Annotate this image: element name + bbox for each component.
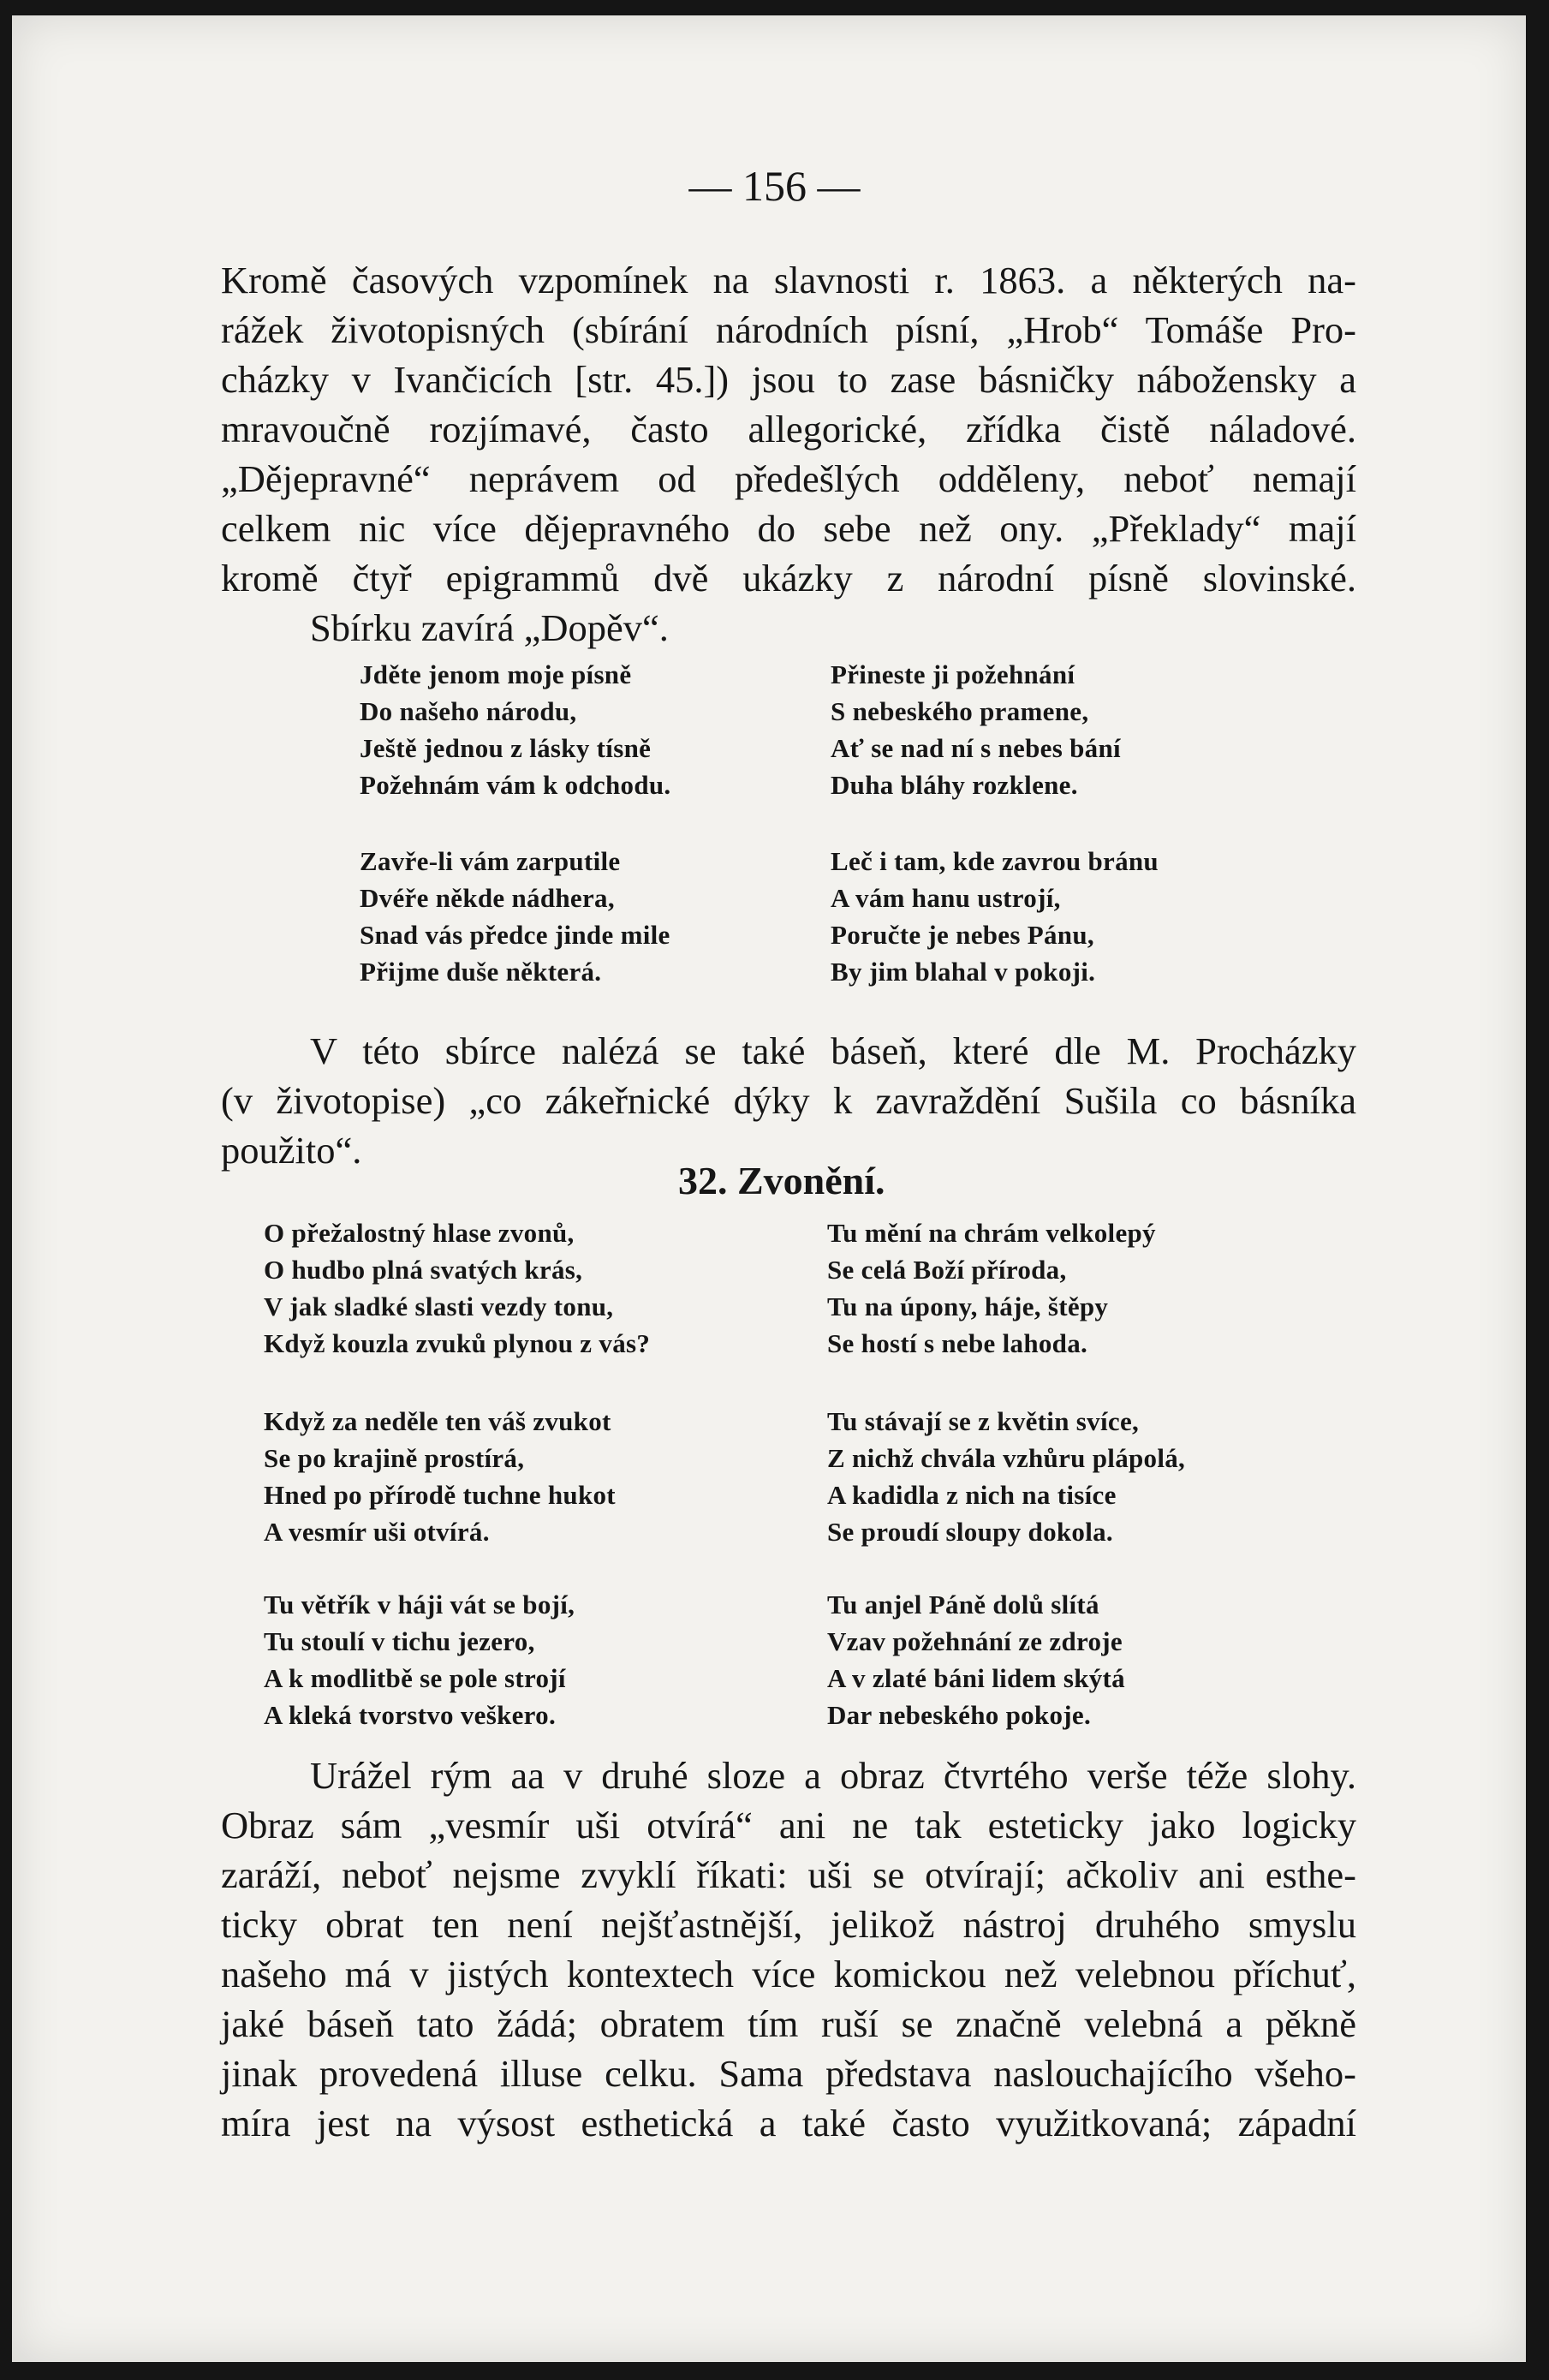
text-line: Kromě časových vzpomínek na slavnosti r. 1863. a některých na- (221, 259, 1356, 301)
verse-line: Leč i tam, kde zavrou bránu (831, 846, 1159, 876)
verse-line: Když za neděle ten váš zvukot (264, 1406, 611, 1436)
verse-line: Ještě jednou z lásky tísně (360, 733, 652, 763)
verse-line: A kleká tvorstvo veškero. (264, 1700, 557, 1730)
intro-last-line (310, 603, 995, 653)
verse-line: Ať se nad ní s nebes bání (831, 733, 1121, 763)
verse-line: Zavře-li vám zarputile (360, 846, 621, 876)
intro-paragraph (221, 255, 1356, 603)
dopev-left-column-2 (360, 843, 670, 990)
verse-line: Požehnám vám k odchodu. (360, 770, 671, 800)
verse-line: S nebeského pramene, (831, 696, 1089, 726)
verse-line: Snad vás předce jinde mile (360, 920, 670, 950)
zvoneni-right-stanza-3 (827, 1586, 1125, 1733)
verse-line: A v zlaté báni lidem skýtá (827, 1663, 1125, 1693)
dopev-left-column (360, 656, 670, 803)
verse-line: Tu anjel Páně dolů slítá (827, 1590, 1099, 1619)
verse-line: Duha bláhy rozklene. (831, 770, 1078, 800)
zvoneni-left-stanza-3 (264, 1586, 575, 1733)
verse-line: Vzav požehnání ze zdroje (827, 1626, 1123, 1656)
dopev-right-column-2 (831, 843, 1159, 990)
verse-line: Se hostí s nebe lahoda. (827, 1328, 1088, 1358)
verse-line: A kadidla z nich na tisíce (827, 1480, 1117, 1510)
verse-line: A k modlitbě se pole strojí (264, 1663, 566, 1693)
verse-line: Tu větřík v háji vát se bojí, (264, 1590, 575, 1619)
verse-line: Dar nebeského pokoje. (827, 1700, 1092, 1730)
text-line: „Dějepravné“ neprávem od předešlých odděleny, neboť nemají (221, 457, 1356, 500)
text-line: rážek životopisných (sbírání národních písní, „Hrob“ Tomáše Pro- (221, 308, 1356, 351)
poem-title: 32. Zvonění. (678, 1159, 885, 1202)
text-line: použito“. (221, 1129, 362, 1172)
text-line: zaráží, neboť nejsme zvyklí říkati: uši se otvírají; ačkoliv ani esthe- (221, 1853, 1356, 1896)
verse-line: A vesmír uši otvírá. (264, 1517, 490, 1547)
zvoneni-right-stanza-1 (827, 1214, 1156, 1362)
text-line: cházky v Ivančicích [str. 45.]) jsou to zase básničky nábožensky a (221, 358, 1356, 401)
verse-line: Tu na úpony, háje, štěpy (827, 1291, 1109, 1321)
verse-line: O hudbo plná svatých krás, (264, 1255, 583, 1285)
verse-line: Přijme duše některá. (360, 957, 602, 987)
verse-line: Jděte jenom moje písně (360, 659, 632, 689)
verse-line: Se po krajině prostírá, (264, 1443, 525, 1473)
verse-line: Se celá Boží příroda, (827, 1255, 1067, 1285)
text-line: kromě čtyř epigrammů dvě ukázky z národní písně slovinské. (221, 557, 1356, 599)
verse-line: Se proudí sloupy dokola. (827, 1517, 1113, 1547)
text-line: míra jest na výsost esthetická a také často využitkovaná; západní (221, 2102, 1356, 2144)
verse-line: Z nichž chvála vzhůru plápolá, (827, 1443, 1186, 1473)
verse-line: Dvéře někde nádhera, (360, 883, 615, 913)
middle-paragraph (221, 1026, 1356, 1175)
text-line: (v životopise) „co zákeřnické dýky k zavraždění Sušila co básníka (221, 1079, 1356, 1122)
text-line: jinak provedená illuse celku. Sama představa naslouchajícího všeho- (221, 2052, 1356, 2095)
verse-line: Poručte je nebes Pánu, (831, 920, 1094, 950)
page-number: — 156 — (688, 162, 861, 210)
text-line: Obraz sám „vesmír uši otvírá“ ani ne tak esteticky jako logicky (221, 1804, 1356, 1846)
verse-line: Tu stávají se z květin svíce, (827, 1406, 1140, 1436)
verse-line: Když kouzla zvuků plynou z vás? (264, 1328, 651, 1358)
text-line: celkem nic více dějepravného do sebe než ony. „Překlady“ mají (221, 507, 1356, 550)
text-line: Urážel rým aa v druhé sloze a obraz čtvrtého verše téže slohy. (310, 1754, 1356, 1797)
text-line: našeho má v jistých kontextech více komickou než velebnou příchuť, (221, 1953, 1356, 1995)
dopev-right-column (831, 656, 1121, 803)
verse-line: A vám hanu ustrojí, (831, 883, 1061, 913)
verse-line: V jak sladké slasti vezdy tonu, (264, 1291, 614, 1321)
zvoneni-right-stanza-2 (827, 1403, 1185, 1550)
closing-paragraph (221, 1751, 1356, 2148)
verse-line: Tu mění na chrám velkolepý (827, 1218, 1156, 1248)
text-line: V této sbírce nalézá se také báseň, které dle M. Procházky (310, 1029, 1356, 1072)
zvoneni-left-stanza-1 (264, 1214, 650, 1362)
verse-line: Tu stoulí v tichu jezero, (264, 1626, 535, 1656)
verse-line: Hned po přírodě tuchne hukot (264, 1480, 616, 1510)
verse-line: Přineste ji požehnání (831, 659, 1075, 689)
text-line: Sbírku zavírá „Dopěv“. (310, 606, 669, 649)
verse-line: Do našeho národu, (360, 696, 577, 726)
verse-line: By jim blahal v pokoji. (831, 957, 1096, 987)
text-line: jaké báseň tato žádá; obratem tím ruší se značně velebná a pěkně (221, 2002, 1356, 2045)
text-line: mravoučně rozjímavé, často allegorické, zřídka čistě náladové. (221, 408, 1356, 450)
text-line: ticky obrat ten není nejšťastnější, jelikož nástroj druhého smyslu (221, 1903, 1356, 1946)
zvoneni-left-stanza-2 (264, 1403, 616, 1550)
verse-line: O přežalostný hlase zvonů, (264, 1218, 575, 1248)
